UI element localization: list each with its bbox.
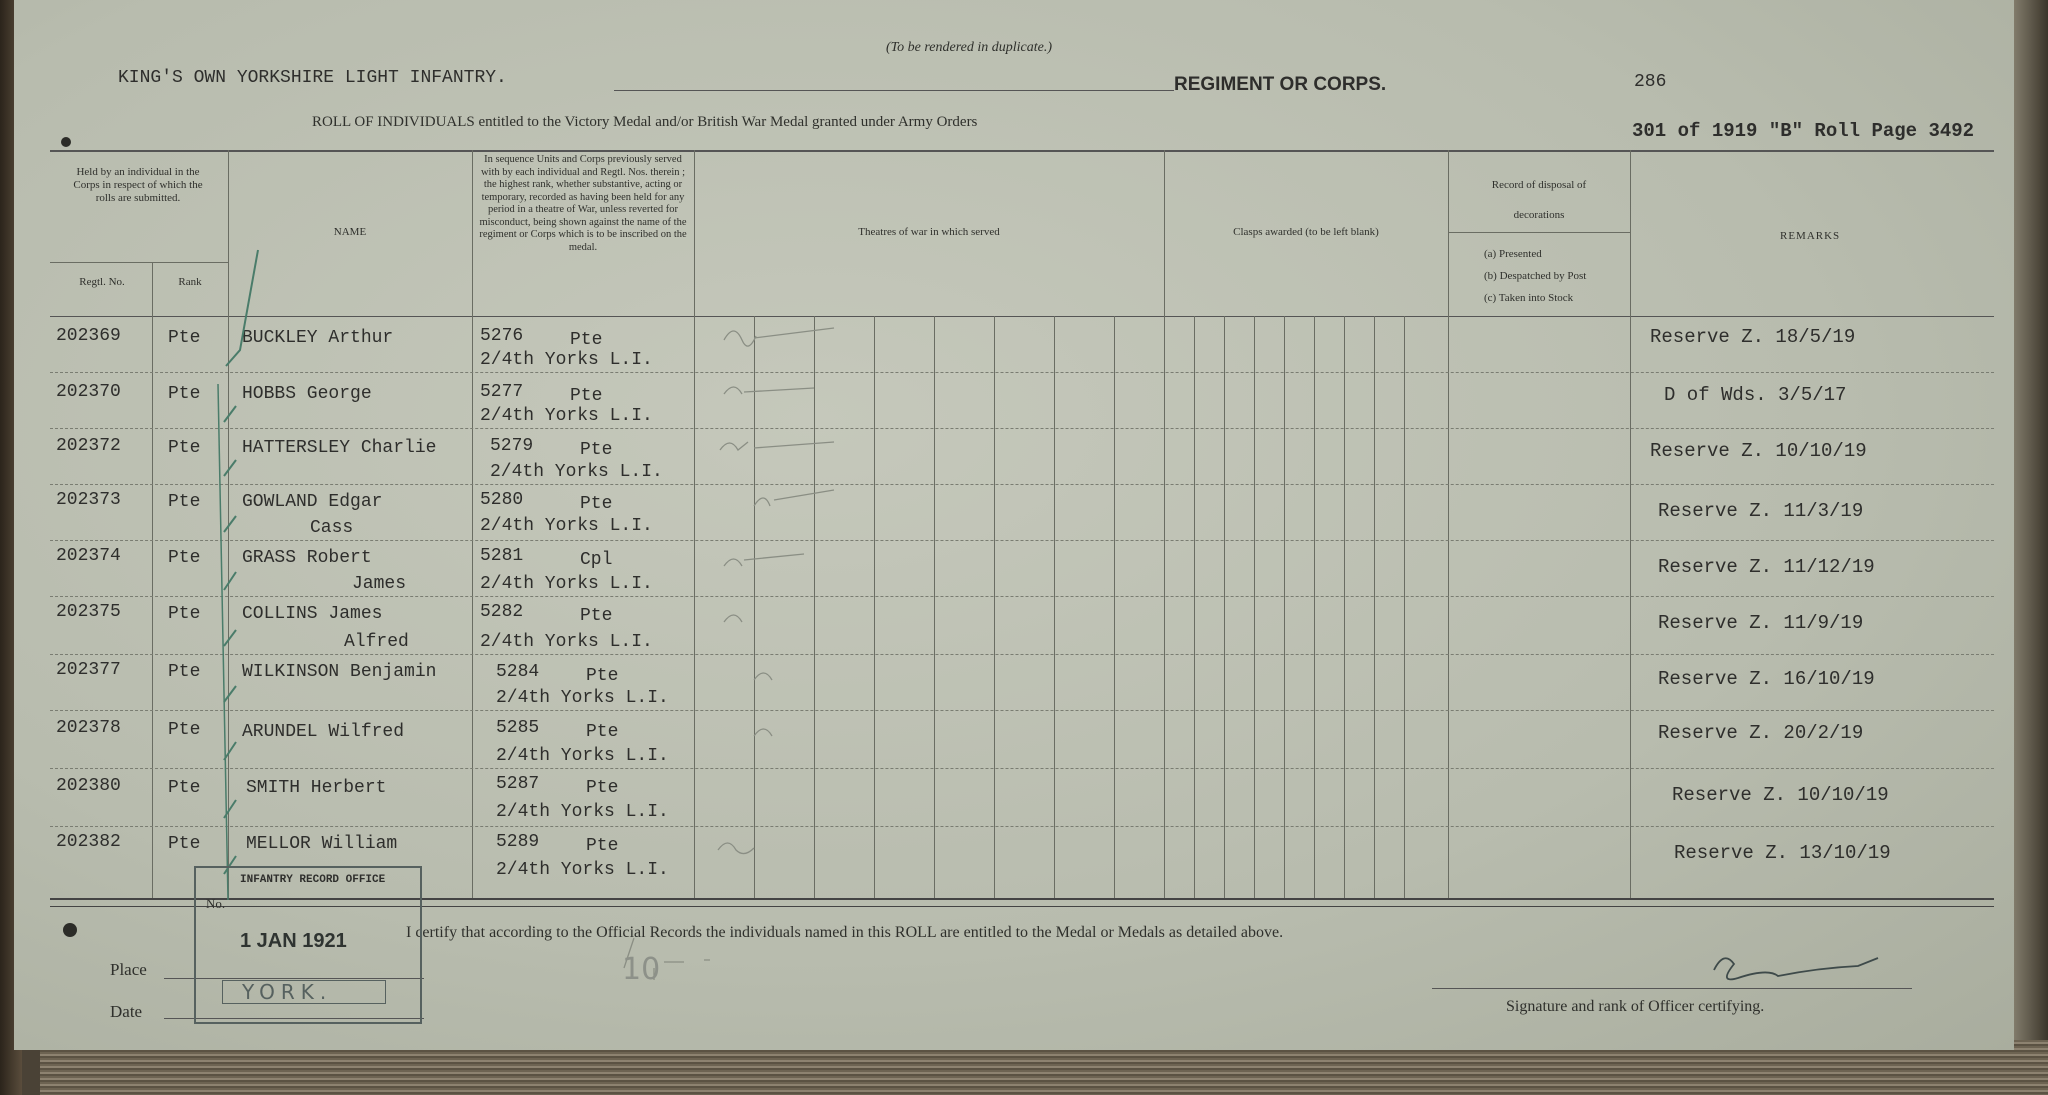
- date-label: Date: [110, 1002, 143, 1021]
- unit-name-cell: 2/4th Yorks L.I.: [496, 802, 669, 822]
- page-number: 286: [1634, 72, 1667, 92]
- roll-title: ROLL OF INDIVIDUALS entitled to the Victory Medal and/or British War Medal granted under Army Orders: [312, 114, 978, 130]
- unit-number-cell: 5282: [480, 602, 524, 622]
- regtl-no-cell: 202369: [56, 326, 121, 346]
- place-label: Place: [110, 960, 147, 979]
- book-edge-right: [2010, 0, 2048, 1095]
- name-heading: NAME: [333, 226, 367, 238]
- remarks-cell: Reserve Z. 18/5/19: [1650, 326, 1856, 348]
- unit-rank-cell: Pte: [580, 494, 613, 514]
- unit-rank-cell: Pte: [586, 722, 619, 742]
- rank-cell: Pte: [168, 328, 201, 348]
- remarks-cell: Reserve Z. 11/3/19: [1658, 500, 1864, 522]
- medal-roll-page: [14, 0, 2014, 1050]
- unit-rank-cell: Pte: [586, 778, 619, 798]
- disposal-option-c: (c) Taken into Stock: [1484, 292, 1574, 304]
- remarks-cell: Reserve Z. 20/2/19: [1658, 722, 1864, 744]
- name-cell: SMITH Herbert: [246, 778, 387, 798]
- name-cell-second-line: Cass: [310, 518, 354, 538]
- rank-heading: Rank: [178, 276, 202, 288]
- regtl-no-cell: 202375: [56, 602, 121, 622]
- regtl-no-cell: 202373: [56, 490, 121, 510]
- unit-name-cell: 2/4th Yorks L.I.: [496, 860, 669, 880]
- roll-reference: 301 of 1919 "B" Roll Page 3492: [1632, 120, 1975, 142]
- name-cell: MELLOR William: [246, 834, 398, 854]
- rank-cell: Pte: [168, 662, 201, 682]
- remarks-cell: D of Wds. 3/5/17: [1664, 384, 1847, 406]
- unit-rank-cell: Pte: [570, 330, 603, 350]
- unit-rank-cell: Pte: [580, 606, 613, 626]
- unit-rank-cell: Pte: [586, 666, 619, 686]
- clasps-heading: Clasps awarded (to be left blank): [1233, 226, 1379, 238]
- unit-name-cell: 2/4th Yorks L.I.: [480, 574, 653, 594]
- check-mark-icon: [224, 460, 236, 476]
- unit-number-cell: 5276: [480, 326, 524, 346]
- unit-number-cell: 5279: [490, 436, 534, 456]
- unit-name-cell: 2/4th Yorks L.I.: [496, 746, 669, 766]
- signature-line: [1432, 988, 1912, 989]
- held-by-heading: Held by an individual in the Corps in respect of which the rolls are submitted.: [73, 166, 203, 204]
- unit-name-cell: 2/4th Yorks L.I.: [480, 516, 653, 536]
- regiment-suffix: REGIMENT OR CORPS.: [1174, 74, 1387, 95]
- rank-cell: Pte: [168, 604, 201, 624]
- name-cell-second-line: Alfred: [344, 632, 409, 652]
- duplicate-note: (To be rendered in duplicate.): [886, 40, 1053, 55]
- regtl-no-cell: 202377: [56, 660, 121, 680]
- name-cell: HATTERSLEY Charlie: [242, 438, 437, 458]
- officer-signature: [1714, 958, 1878, 979]
- check-mark-icon: [224, 572, 236, 590]
- unit-number-cell: 5285: [496, 718, 540, 738]
- unit-name-cell: 2/4th Yorks L.I.: [480, 406, 653, 426]
- unit-rank-cell: Cpl: [580, 550, 613, 570]
- name-cell: BUCKLEY Arthur: [242, 328, 394, 348]
- stamp-place: YORK.: [242, 980, 333, 1004]
- tick-marks: [218, 250, 258, 900]
- unit-number-cell: 5284: [496, 662, 540, 682]
- unit-name-cell: 2/4th Yorks L.I.: [480, 350, 653, 370]
- unit-number-cell: 5280: [480, 490, 524, 510]
- unit-number-cell: 5287: [496, 774, 540, 794]
- check-mark-icon: [224, 516, 236, 532]
- disposal-heading: Record of disposal of decorations: [1491, 179, 1587, 221]
- rank-cell: Pte: [168, 548, 201, 568]
- regtl-no-cell: 202374: [56, 546, 121, 566]
- remarks-heading: REMARKS: [1780, 230, 1841, 242]
- rank-cell: Pte: [168, 778, 201, 798]
- stamp-header: INFANTRY RECORD OFFICE: [240, 874, 386, 886]
- regtl-no-cell: 202370: [56, 382, 121, 402]
- name-cell: COLLINS James: [242, 604, 383, 624]
- remarks-cell: Reserve Z. 13/10/19: [1674, 842, 1891, 864]
- remarks-cell: Reserve Z. 16/10/19: [1658, 668, 1875, 690]
- unit-rank-cell: Pte: [586, 836, 619, 856]
- unit-rank-cell: Pte: [580, 440, 613, 460]
- name-cell: HOBBS George: [242, 384, 372, 404]
- unit-number-cell: 5289: [496, 832, 540, 852]
- remarks-cell: Reserve Z. 11/9/19: [1658, 612, 1864, 634]
- rank-cell: Pte: [168, 720, 201, 740]
- name-cell: WILKINSON Benjamin: [242, 662, 437, 682]
- certification-statement: I certify that according to the Official Records the individuals named in this ROLL are entitled to the Medal or Medals as detailed above.: [406, 924, 1284, 941]
- rank-cell: Pte: [168, 438, 201, 458]
- name-cell-second-line: James: [352, 574, 407, 594]
- unit-name-cell: 2/4th Yorks L.I.: [480, 632, 653, 652]
- unit-rank-cell: Pte: [570, 386, 603, 406]
- unit-number-cell: 5277: [480, 382, 524, 402]
- remarks-cell: Reserve Z. 10/10/19: [1650, 440, 1867, 462]
- remarks-cell: Reserve Z. 11/12/19: [1658, 556, 1875, 578]
- record-office-stamp: [194, 866, 422, 1024]
- remarks-cell: Reserve Z. 10/10/19: [1672, 784, 1889, 806]
- disposal-option-a: (a) Presented: [1484, 248, 1542, 260]
- rank-cell: Pte: [168, 492, 201, 512]
- regtl-no-heading: Regtl. No.: [79, 276, 125, 288]
- pencil-marks: [624, 328, 834, 980]
- rank-cell: Pte: [168, 384, 201, 404]
- regtl-no-cell: 202378: [56, 718, 121, 738]
- theatres-heading: Theatres of war in which served: [858, 226, 1000, 238]
- name-cell: GOWLAND Edgar: [242, 492, 383, 512]
- check-mark-icon: [224, 630, 236, 646]
- units-heading: In sequence Units and Corps previously served with by each individual and Regtl. Nos. therein ; the highest rank, whether substantive, acting or temporary, recorded as having been held for any period in a theatre of War, unless reverted for misconduct, being shown against the name of the regiment or Corps which is to be inscribed on the medal.: [479, 154, 687, 253]
- unit-name-cell: 2/4th Yorks L.I.: [490, 462, 663, 482]
- signature-caption: Signature and rank of Officer certifying.: [1506, 998, 1765, 1015]
- check-mark-icon: [226, 250, 258, 366]
- check-mark-icon: [224, 406, 236, 422]
- unit-name-cell: 2/4th Yorks L.I.: [496, 688, 669, 708]
- handwritten-count: 10: [622, 952, 661, 987]
- name-cell: GRASS Robert: [242, 548, 372, 568]
- rank-cell: Pte: [168, 834, 201, 854]
- stamp-number-label: No.: [206, 896, 226, 911]
- regiment-name: KING'S OWN YORKSHIRE LIGHT INFANTRY.: [118, 68, 507, 88]
- unit-number-cell: 5281: [480, 546, 524, 566]
- regtl-no-cell: 202372: [56, 436, 121, 456]
- name-cell: ARUNDEL Wilfred: [242, 722, 405, 742]
- stamp-date: 1 JAN 1921: [240, 930, 347, 952]
- check-mark-icon: [224, 686, 236, 702]
- ink-blot: [61, 137, 71, 147]
- regtl-no-cell: 202382: [56, 832, 121, 852]
- disposal-option-b: (b) Despatched by Post: [1484, 270, 1587, 282]
- ink-blot: [63, 923, 77, 937]
- regtl-no-cell: 202380: [56, 776, 121, 796]
